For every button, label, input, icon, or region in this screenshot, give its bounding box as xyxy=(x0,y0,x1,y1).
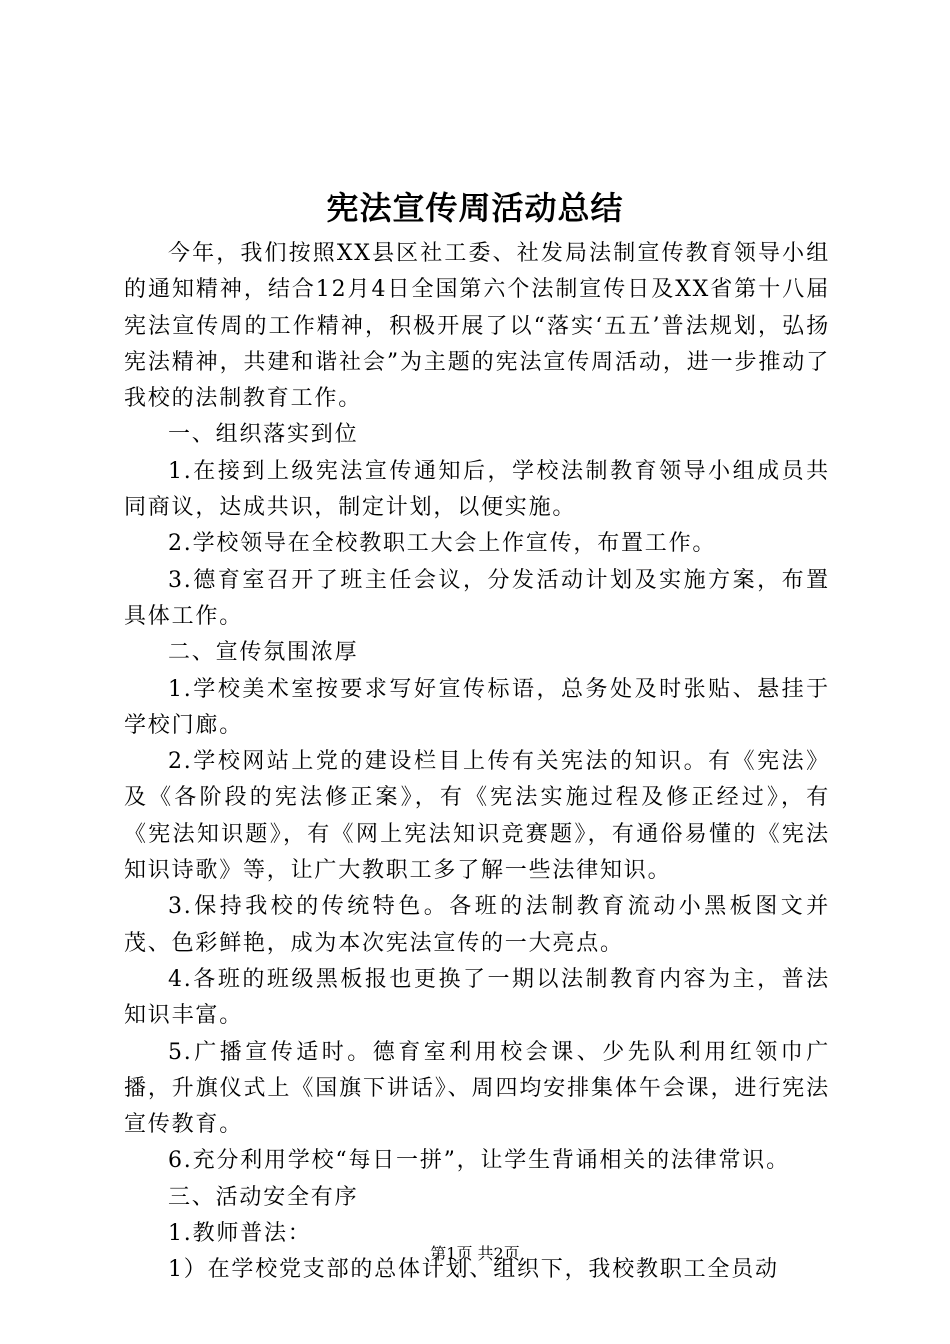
section-heading: 三、活动安全有序 xyxy=(168,1184,359,1210)
document-title: 宪法宣传周活动总结 xyxy=(326,189,624,227)
paragraph: 3.德育室召开了班主任会议，分发活动计划及实施方案，布置具体工作。 xyxy=(124,567,830,629)
paragraph: 2.学校领导在全校教职工大会上作宣传，布置工作。 xyxy=(168,531,717,557)
document-body xyxy=(124,236,830,1289)
paragraph: 1.在接到上级宪法宣传通知后，学校法制教育领导小组成员共同商议，达成共识，制定计划，以便实施。 xyxy=(124,458,830,521)
paragraph: 1）在学校党支部的总体计划、组织下，我校教职工全员动 xyxy=(168,1257,779,1283)
section-heading: 二、宣传氛围浓厚 xyxy=(168,640,359,666)
paragraph: 今年，我们按照XX县区社工委、社发局法制宣传教育领导小组的通知精神，结合12月4日全国第六个法制宣传日及XX省第十八届宪法宣传周的工作精神，积极开展了以“落实‘五五’普法规划，弘扬宪法精神，共建和谐社会”为主题的宪法宣传周活动，进一步推动了我校的法制教育工作。 xyxy=(124,241,830,412)
paragraph: 4.各班的班级黑板报也更换了一期以法制教育内容为主，普法知识丰富。 xyxy=(124,966,830,1029)
paragraph: 1.学校美术室按要求写好宣传标语，总务处及时张贴、悬挂于学校门廊。 xyxy=(124,676,830,738)
paragraph: 1.教师普法： xyxy=(168,1221,312,1247)
section-heading: 一、组织落实到位 xyxy=(168,422,359,448)
paragraph: 3.保持我校的传统特色。各班的法制教育流动小黑板图文并茂、色彩鲜艳，成为本次宪法宣传的一大亮点。 xyxy=(124,894,830,956)
page-footer: 第1页 共2页 xyxy=(430,1244,520,1263)
paragraph: 6.充分利用学校“每日一拼”，让学生背诵相关的法律常识。 xyxy=(168,1148,790,1174)
paragraph: 2.学校网站上党的建设栏目上传有关宪法的知识。有《宪法》及《各阶段的宪法修正案》，有《宪法实施过程及修正经过》，有《宪法知识题》，有《网上宪法知识竞赛题》，有通俗易懂的《宪法知识诗歌》等，让广大教职工多了解一些法律知识。 xyxy=(124,749,830,884)
paragraph: 5.广播宣传适时。德育室利用校会课、少先队利用红领巾广播，升旗仪式上《国旗下讲话》、周四均安排集体午会课，进行宪法宣传教育。 xyxy=(124,1039,830,1138)
